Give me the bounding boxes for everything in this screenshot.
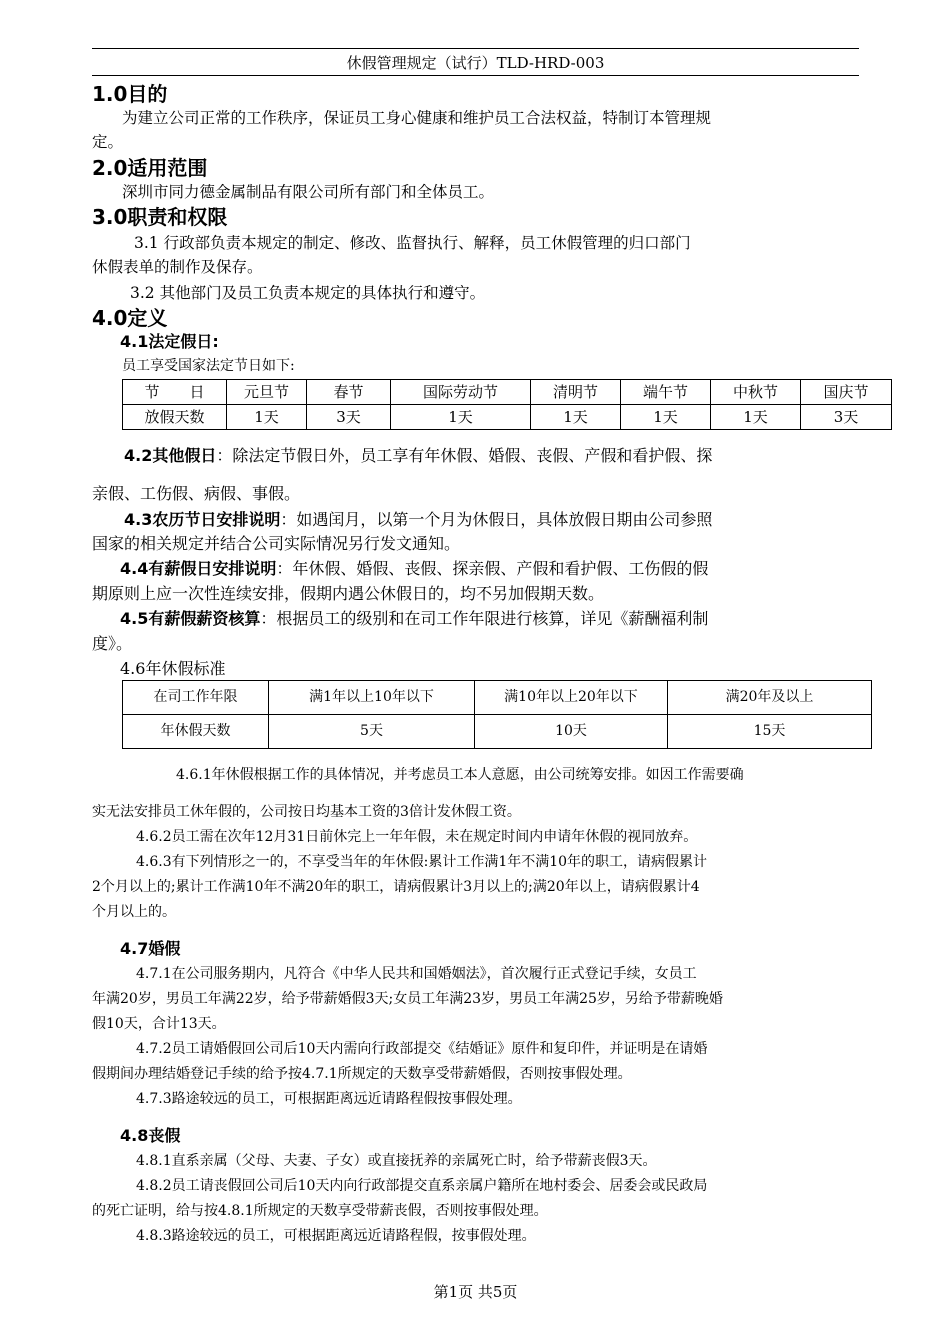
holiday-cell: 清明节	[531, 380, 621, 405]
clause-4-7-2: 4.7.2员工请婚假回公司后10天内需向行政部提交《结婚证》原件和复印件，并证明是在请婚	[136, 1041, 708, 1057]
definition-4-1-label: 4.1法定假日:	[120, 332, 219, 351]
annual-header-cell: 在司工作年限	[123, 681, 269, 715]
days-row-label: 放假天数	[123, 405, 227, 430]
clause-3-2: 3.2 其他部门及员工负责本规定的具体执行和遵守。	[130, 284, 486, 302]
holiday-cell: 国际劳动节	[391, 380, 531, 405]
definition-4-3-cont: 国家的相关规定并结合公司实际情况另行发文通知。	[92, 534, 461, 553]
clause-4-6-3-cont: 2个月以上的;累计工作满10年不满20年的职工，请病假累计3月以上的;满20年以上，请病假累计4	[92, 879, 700, 895]
definition-4-2-cont: 亲假、工伤假、病假、事假。	[92, 484, 301, 503]
holiday-intro: 员工享受国家法定节日如下:	[122, 358, 295, 374]
section-4-8-heading: 4.8丧假	[120, 1126, 181, 1145]
definition-4-2: 4.2其他假日：除法定节假日外，员工享有年休假、婚假、丧假、产假和看护假、探	[124, 446, 713, 465]
clause-4-7-2-cont: 假期间办理结婚登记手续的给予按4.7.1所规定的天数享受带薪婚假，否则按事假处理。	[92, 1066, 632, 1082]
section-1-text-cont: 定。	[92, 133, 124, 151]
annual-header-row	[123, 681, 872, 715]
clause-4-7-3: 4.7.3路途较远的员工，可根据距离远近请路程假按事假处理。	[136, 1091, 522, 1107]
holiday-cell: 端午节	[621, 380, 711, 405]
definition-4-4: 4.4有薪假日安排说明：年休假、婚假、丧假、探亲假、产假和看护假、工伤假的假	[120, 559, 709, 578]
document-header-title: 休假管理规定（试行）TLD-HRD-003	[346, 54, 605, 72]
annual-days-cell: 5天	[269, 715, 475, 749]
holiday-cell: 中秋节	[711, 380, 801, 405]
clause-4-8-3: 4.8.3路途较远的员工，可根据距离远近请路程假，按事假处理。	[136, 1228, 536, 1244]
clause-4-7-1-cont2: 假10天，合计13天。	[92, 1016, 226, 1032]
definition-4-5-cont: 度》。	[92, 634, 133, 653]
clause-4-7-1: 4.7.1在公司服务期内，凡符合《中华人民共和国婚姻法》，首次履行正式登记手续，女员工	[136, 966, 697, 982]
holiday-cell: 国庆节	[801, 380, 892, 405]
definition-4-6-label: 4.6年休假标准	[120, 659, 226, 678]
definition-4-5: 4.5有薪假薪资核算：根据员工的级别和在司工作年限进行核算，详见《薪酬福利制	[120, 609, 709, 628]
annual-days-cell: 15天	[668, 715, 872, 749]
days-cell: 1天	[227, 405, 307, 430]
holiday-cell: 春节	[307, 380, 391, 405]
days-cell: 3天	[801, 405, 892, 430]
days-cell: 3天	[307, 405, 391, 430]
clause-4-6-2: 4.6.2员工需在次年12月31日前休完上一年年假，未在规定时间内申请年休假的视同放弃。	[136, 829, 698, 845]
clause-4-8-1: 4.8.1直系亲属（父母、夫妻、子女）或直接抚养的亲属死亡时，给予带薪丧假3天。	[136, 1153, 657, 1169]
annual-header-cell: 满20年及以上	[668, 681, 872, 715]
clause-3-1: 3.1 行政部负责本规定的制定、修改、监督执行、解释，员工休假管理的归口部门	[134, 234, 691, 252]
annual-leave-table	[122, 680, 872, 749]
holiday-days-row	[123, 405, 892, 430]
holiday-name-row	[123, 380, 892, 405]
clause-4-8-2: 4.8.2员工请丧假回公司后10天内向行政部提交直系亲属户籍所在地村委会、居委会或民政局	[136, 1178, 708, 1194]
header-bottom-rule	[92, 75, 859, 76]
clause-4-6-1-cont: 实无法安排员工休年假的，公司按日均基本工资的3倍计发休假工资。	[92, 804, 521, 820]
holiday-row-label: 节 日	[123, 380, 227, 405]
section-2-text: 深圳市同力德金属制品有限公司所有部门和全体员工。	[122, 183, 495, 201]
annual-days-row	[123, 715, 872, 749]
clause-3-1-cont: 休假表单的制作及保存。	[92, 258, 263, 276]
clause-4-6-3: 4.6.3有下列情形之一的，不享受当年的年休假:累计工作满1年不满10年的职工，请病假累计	[136, 854, 708, 870]
section-4-7-heading: 4.7婚假	[120, 939, 181, 958]
clause-4-8-2-cont: 的死亡证明，给与按4.8.1所规定的天数享受带薪丧假，否则按事假处理。	[92, 1203, 548, 1219]
section-4-heading: 4.0定义	[92, 306, 168, 330]
days-cell: 1天	[621, 405, 711, 430]
clause-4-7-1-cont: 年满20岁，男员工年满22岁，给予带薪婚假3天;女员工年满23岁，男员工年满25岁，另给予带薪晚婚	[92, 991, 723, 1007]
section-2-heading: 2.0适用范围	[92, 156, 208, 180]
clause-4-6-3-cont2: 个月以上的。	[92, 904, 176, 920]
page-number: 第1页 共5页	[433, 1283, 518, 1301]
clause-4-6-1: 4.6.1年休假根据工作的具体情况，并考虑员工本人意愿，由公司统筹安排。如因工作需要确	[176, 767, 744, 783]
header-top-rule	[92, 48, 859, 49]
annual-header-cell: 满1年以上10年以下	[269, 681, 475, 715]
days-cell: 1天	[711, 405, 801, 430]
section-1-heading: 1.0目的	[92, 82, 168, 106]
days-cell: 1天	[531, 405, 621, 430]
definition-4-4-cont: 期原则上应一次性连续安排，假期内遇公休假日的，均不另加假期天数。	[92, 584, 605, 603]
annual-days-cell: 10天	[475, 715, 668, 749]
holiday-cell: 元旦节	[227, 380, 307, 405]
annual-header-cell: 满10年以上20年以下	[475, 681, 668, 715]
days-cell: 1天	[391, 405, 531, 430]
holiday-table	[122, 379, 892, 430]
annual-row-label: 年休假天数	[123, 715, 269, 749]
definition-4-3: 4.3农历节日安排说明：如遇闰月，以第一个月为休假日，具体放假日期由公司参照	[124, 510, 713, 529]
section-3-heading: 3.0职责和权限	[92, 205, 228, 229]
section-1-text: 为建立公司正常的工作秩序，保证员工身心健康和维护员工合法权益，特制订本管理规	[122, 109, 712, 127]
